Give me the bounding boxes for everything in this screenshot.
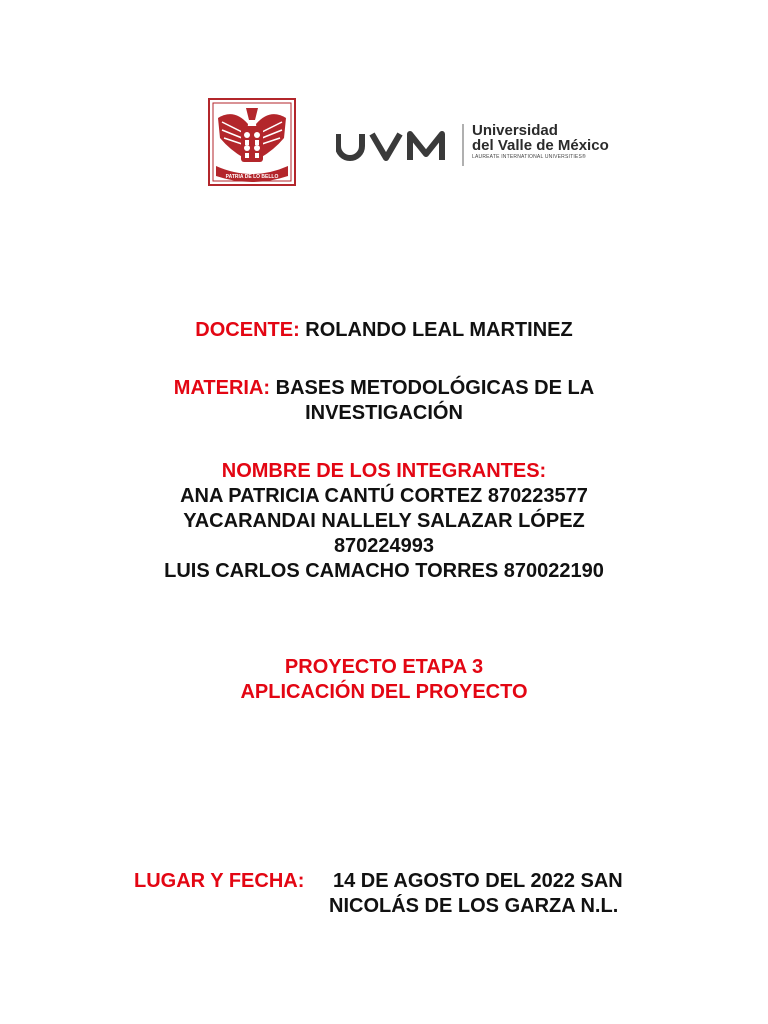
uvm-wordmark — [336, 128, 450, 164]
integrante-line: LUIS CARLOS CAMACHO TORRES 870022190 — [164, 560, 604, 582]
docente-value: ROLANDO LEAL MARTINEZ — [305, 319, 573, 341]
docente-label: DOCENTE: — [195, 319, 300, 341]
docente-section — [0, 318, 768, 343]
integrantes-label: NOMBRE DE LOS INTEGRANTES: — [221, 460, 547, 482]
school-seal-logo — [208, 98, 296, 186]
materia-section — [0, 376, 768, 426]
uvm-name — [472, 123, 609, 153]
uvm-divider — [462, 124, 464, 166]
header-logos — [0, 0, 768, 200]
uvm-name-line2: del Valle de México — [472, 137, 609, 154]
uvm-tagline: LAUREATE INTERNATIONAL UNIVERSITIES® — [472, 154, 586, 160]
materia-label: MATERIA: — [173, 377, 271, 399]
materia-value-line2: INVESTIGACIÓN — [305, 402, 463, 424]
lugar-value-line2: NICOLÁS DE LOS GARZA N.L. — [329, 895, 619, 917]
integrante-line: ANA PATRICIA CANTÚ CORTEZ 870223577 — [180, 485, 588, 507]
materia-value-line1: BASES METODOLÓGICAS DE LA — [275, 377, 595, 399]
uvm-name-line1: Universidad — [472, 122, 558, 139]
proyecto-title: PROYECTO ETAPA 3 — [284, 656, 484, 678]
proyecto-subtitle: APLICACIÓN DEL PROYECTO — [240, 681, 528, 703]
uvm-logo — [336, 120, 626, 170]
seal-motto-text: PATRIA DE LO BELLO — [225, 174, 279, 180]
proyecto-section — [0, 655, 768, 705]
integrante-line: YACARANDAI NALLELY SALAZAR LÓPEZ — [183, 510, 585, 532]
integrante-line: 870224993 — [333, 535, 435, 557]
integrantes-section — [0, 459, 768, 584]
lugar-label: LUGAR Y FECHA: — [134, 870, 305, 892]
lugar-value-line1: 14 DE AGOSTO DEL 2022 SAN — [333, 870, 623, 892]
